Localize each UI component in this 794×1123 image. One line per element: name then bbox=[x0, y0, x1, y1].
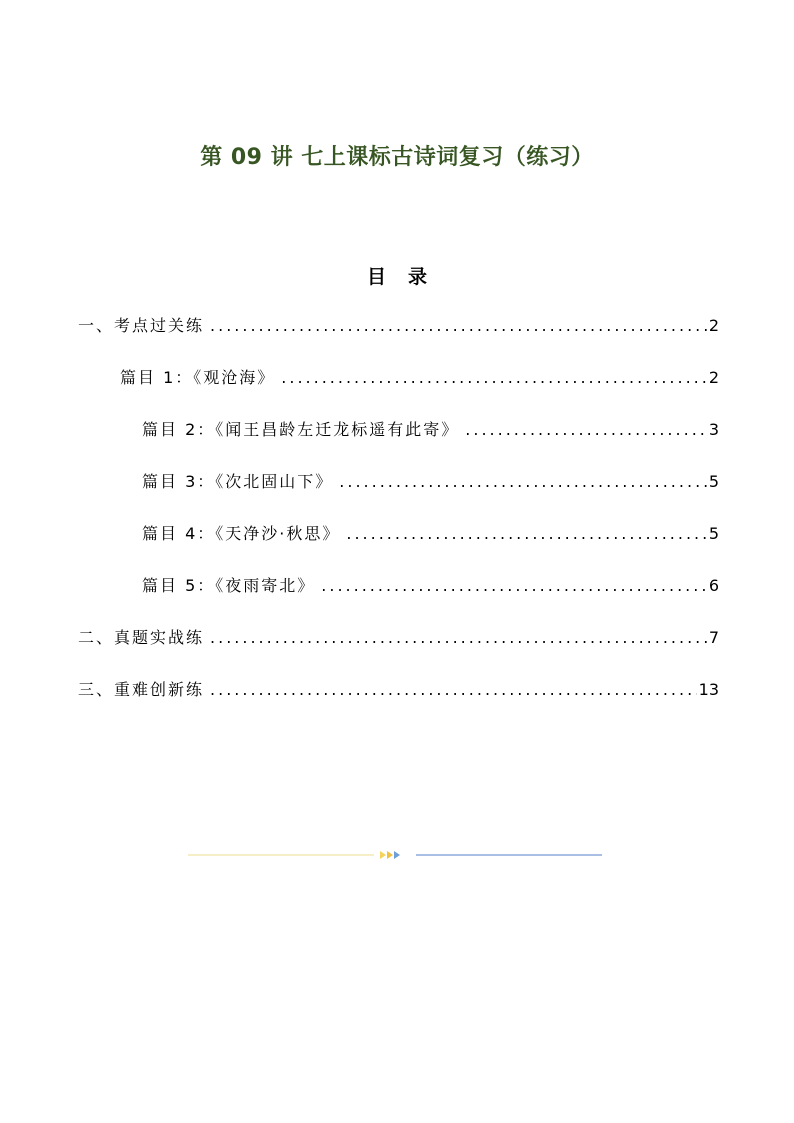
toc-leader-dots bbox=[210, 314, 707, 338]
toc-entry-poem-5[interactable] bbox=[142, 574, 719, 598]
arrow-icon bbox=[380, 851, 386, 859]
toc-entry-label: 篇目 1：《观沧海》 bbox=[120, 368, 276, 387]
toc-entry-page-number: 6 bbox=[708, 576, 719, 595]
toc-entry-poem-4[interactable] bbox=[142, 522, 719, 546]
toc-entry-poem-3[interactable] bbox=[142, 470, 719, 494]
toc-heading: 目录 bbox=[366, 266, 449, 288]
toc-entry-label: 一、考点过关练 bbox=[78, 316, 205, 335]
decorative-divider bbox=[188, 848, 602, 862]
toc-entry-label: 篇目 5：《夜雨寄北》 bbox=[142, 576, 316, 595]
page-title: 第 09 讲 七上课标古诗词复习（练习） bbox=[200, 145, 594, 170]
toc-entry-section-3[interactable] bbox=[78, 678, 719, 702]
toc-entry-page-number: 5 bbox=[708, 524, 719, 543]
toc-leader-dots bbox=[281, 366, 707, 390]
toc-leader-dots bbox=[465, 418, 707, 442]
toc-entry-poem-2[interactable] bbox=[142, 418, 719, 442]
toc-entry-label: 篇目 4：《天净沙·秋思》 bbox=[142, 524, 341, 543]
arrow-icon bbox=[394, 851, 400, 859]
toc-entry-page-number: 5 bbox=[708, 472, 719, 491]
toc-entry-page-number: 2 bbox=[708, 368, 719, 387]
toc-entry-page-number: 3 bbox=[708, 420, 719, 439]
toc-entry-page-number: 7 bbox=[708, 628, 719, 647]
toc-leader-dots bbox=[339, 470, 707, 494]
toc-entry-label: 篇目 3：《次北固山下》 bbox=[142, 472, 334, 491]
toc-entry-label: 三、重难创新练 bbox=[78, 680, 205, 699]
toc-leader-dots bbox=[346, 522, 706, 546]
toc-entry-label: 篇目 2：《闻王昌龄左迁龙标遥有此寄》 bbox=[142, 420, 460, 439]
toc-leader-dots bbox=[210, 678, 697, 702]
toc-leader-dots bbox=[210, 626, 707, 650]
arrow-icon bbox=[387, 851, 393, 859]
toc-entry-page-number: 13 bbox=[698, 680, 719, 699]
toc-leader-dots bbox=[321, 574, 707, 598]
toc-entry-section-2[interactable] bbox=[78, 626, 719, 650]
toc-entry-poem-1[interactable] bbox=[120, 366, 719, 390]
toc-entry-page-number: 2 bbox=[708, 316, 719, 335]
toc-entry-label: 二、真题实战练 bbox=[78, 628, 205, 647]
toc-entry-section-1[interactable] bbox=[78, 314, 719, 338]
